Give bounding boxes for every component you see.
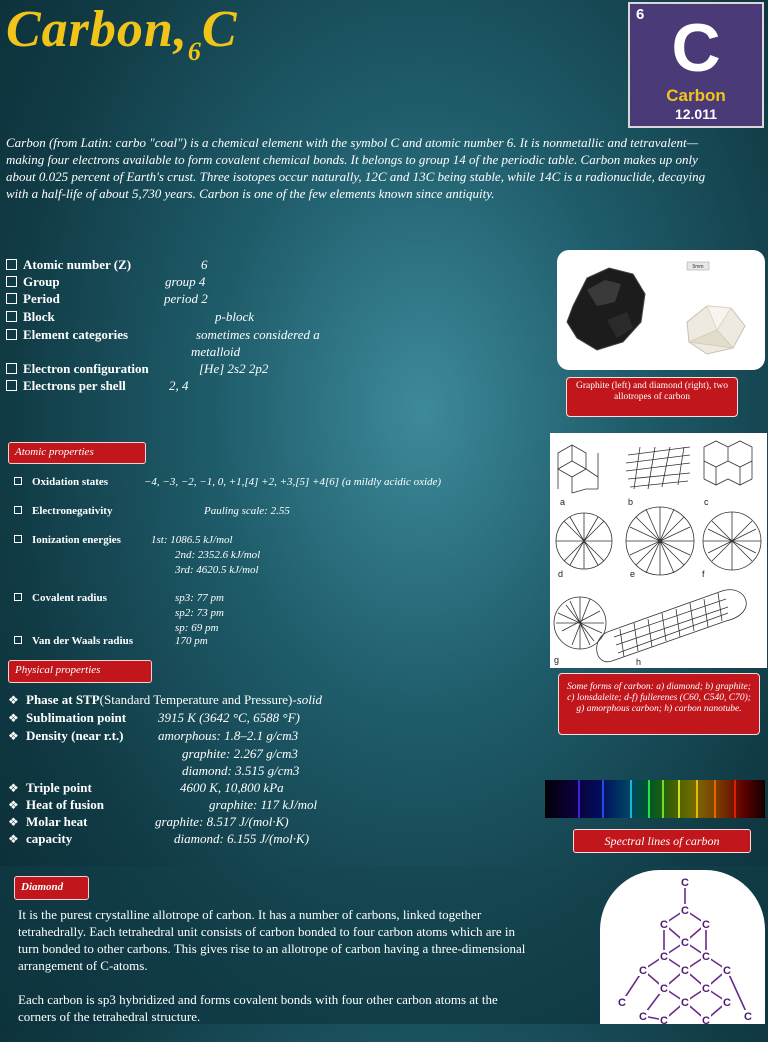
list-item: Oxidation states −4, −3, −2, −1, 0, +1,[4] +2, +3,[5] +4[6] (a mildly acidic oxide) xyxy=(14,475,108,490)
label-g: g xyxy=(554,655,560,665)
diamond-heading: Diamond xyxy=(14,876,89,900)
list-item: ❖ Density (near r.t.) amorphous: 1.8–2.1 g/cm3 xyxy=(8,728,299,743)
checkbox-icon xyxy=(14,636,22,644)
label-b: b xyxy=(628,497,634,507)
lattice-atom: C xyxy=(660,983,668,995)
list-item: ❖ Heat of fusion graphite: 117 kJ/mol xyxy=(8,797,318,812)
label-d: d xyxy=(558,569,564,579)
page-title: $Carbon,_6C$ xyxy=(6,1,238,66)
checkbox-icon xyxy=(6,363,17,374)
label-c: c xyxy=(704,497,709,507)
diamond-text xyxy=(18,906,538,1042)
tile-atomic-number: 6 xyxy=(636,6,645,23)
lattice-atom: C xyxy=(723,997,731,1009)
basic-properties xyxy=(6,256,546,396)
scale-label: 5mm xyxy=(692,264,704,270)
lattice-atom: C xyxy=(660,951,668,963)
checkbox-icon xyxy=(6,380,17,391)
ionization-3rd: 3rd: 4620.5 kJ/mol xyxy=(175,564,259,576)
lattice-atom: C xyxy=(723,965,731,977)
lattice-atom: C xyxy=(639,965,647,977)
tile-name: Carbon xyxy=(666,86,726,105)
lattice-atom: C xyxy=(702,919,710,931)
density-graphite: graphite: 2.267 g/cm3 xyxy=(182,746,298,761)
list-item: Block p-block xyxy=(6,308,55,325)
intro-paragraph: Carbon (from Latin: carbo "coal") is a chemical element with the symbol C and atomic number 6. It is nonmetallic and tetravalent—making four electrons available to form covalent chemical bonds. It belongs to group 14 of the periodic table. Carbon makes up only about 0.025 percent of Earth's crust. Three isotopes occur naturally, 12C and 13C being stable, while 14C is a radionuclide, decaying with a half-life of about 5,730 years. Carbon is one of the few elements known since antiquity. xyxy=(6,135,706,201)
diamond-lattice-image xyxy=(600,870,765,1024)
list-item-continuation: metalloid xyxy=(191,344,241,359)
list-item: Group group 4 xyxy=(6,273,60,290)
carbon-forms-image xyxy=(550,433,767,668)
density-diamond: diamond: 3.515 g/cm3 xyxy=(182,763,300,778)
lattice-atom: C xyxy=(702,951,710,963)
graphite-diamond-image xyxy=(557,250,765,370)
diamond-paragraph-2: Each carbon is sp3 hybridized and forms covalent bonds with four other carbon atoms at the corners of the tetrahedral structure. xyxy=(18,992,498,1024)
carbon-forms-caption: Some forms of carbon: a) diamond; b) graphite; c) lonsdaleite; d-f) fullerenes (C60, C540, C70); g) amorphous carbon; h) carbon nanotube. xyxy=(558,673,760,735)
atomic-properties-heading: Atomic properties xyxy=(8,442,146,464)
checkbox-icon xyxy=(6,311,17,322)
list-item: Van der Waals radius 170 pm xyxy=(14,634,133,649)
diamond-bullet-icon: ❖ xyxy=(8,815,19,829)
tile-symbol: C xyxy=(671,10,721,86)
list-item: ❖ Molar heat graphite: 8.517 J/(mol·K) xyxy=(8,814,289,829)
list-item: Covalent radius sp3: 77 pm xyxy=(14,591,107,606)
tile-mass: 12.011 xyxy=(674,106,718,122)
lattice-atom: C xyxy=(660,919,668,931)
diamond-bullet-icon: ❖ xyxy=(8,832,19,846)
covalent-sp2: sp2: 73 pm xyxy=(175,607,224,619)
lattice-atom: C xyxy=(681,997,689,1009)
ionization-2nd: 2nd: 2352.6 kJ/mol xyxy=(175,549,261,561)
lattice-atom: C xyxy=(681,937,689,949)
element-tile xyxy=(628,2,764,128)
lattice-atom: C xyxy=(639,1011,647,1023)
lattice-atom: C xyxy=(744,1011,752,1023)
list-item: Electronegativity Pauling scale: 2.55 xyxy=(14,504,112,519)
checkbox-icon xyxy=(6,329,17,340)
list-item: ❖ Sublimation point 3915 K (3642 °C, 6588 °F) xyxy=(8,710,300,725)
lattice-atom: C xyxy=(660,1015,668,1024)
atomic-properties xyxy=(14,475,544,650)
list-item: Element categories sometimes considered a xyxy=(6,326,128,343)
spectral-lines-image xyxy=(545,780,765,818)
covalent-sp: sp: 69 pm xyxy=(175,622,219,634)
label-a: a xyxy=(560,497,566,507)
list-item: ❖ Triple point 4600 K, 10,800 kPa xyxy=(8,780,284,795)
graphite-caption: Graphite (left) and diamond (right), two allotropes of carbon xyxy=(566,377,738,417)
list-item: Electron configuration [He] 2s2 2p2 xyxy=(6,360,149,377)
physical-properties-heading: Physical properties xyxy=(8,660,152,683)
list-item: ❖ capacity diamond: 6.155 J/(mol·K) xyxy=(8,831,310,846)
checkbox-icon xyxy=(14,477,22,485)
diamond-bullet-icon: ❖ xyxy=(8,798,19,812)
lattice-atom: C xyxy=(681,905,689,917)
checkbox-icon xyxy=(14,506,22,514)
label-h: h xyxy=(636,657,642,667)
list-item: ❖ Phase at STP(Standard Temperature and Pressure)-solid xyxy=(8,692,322,707)
checkbox-icon xyxy=(6,259,17,270)
lattice-atom: C xyxy=(681,877,689,889)
checkbox-icon xyxy=(14,535,22,543)
checkbox-icon xyxy=(6,293,17,304)
physical-properties xyxy=(8,691,538,851)
list-item: Period period 2 xyxy=(6,290,60,307)
list-item: Atomic number (Z) 6 xyxy=(6,256,131,273)
checkbox-icon xyxy=(14,593,22,601)
label-f: f xyxy=(702,569,705,579)
lattice-atom: C xyxy=(702,983,710,995)
spectral-caption: Spectral lines of carbon xyxy=(573,829,751,853)
diamond-bullet-icon: ❖ xyxy=(8,693,19,707)
diamond-bullet-icon: ❖ xyxy=(8,729,19,743)
checkbox-icon xyxy=(6,276,17,287)
lattice-atom: C xyxy=(702,1015,710,1024)
list-item: Electrons per shell 2, 4 xyxy=(6,377,126,394)
label-e: e xyxy=(630,569,636,579)
lattice-atom: C xyxy=(681,965,689,977)
diamond-bullet-icon: ❖ xyxy=(8,781,19,795)
diamond-bullet-icon: ❖ xyxy=(8,711,19,725)
lattice-atom: C xyxy=(618,997,626,1009)
list-item: Ionization energies 1st: 1086.5 kJ/mol xyxy=(14,533,121,548)
diamond-paragraph-1: It is the purest crystalline allotrope of carbon. It has a number of carbons, linked together tetrahedrally. Each tetrahedral unit consists of carbon bonded to four carbon atoms which are in turn bonded to other carbons. This gives rise to an allotrope of carbon having a three-dimensional arrangement of C-atoms. xyxy=(18,907,526,973)
